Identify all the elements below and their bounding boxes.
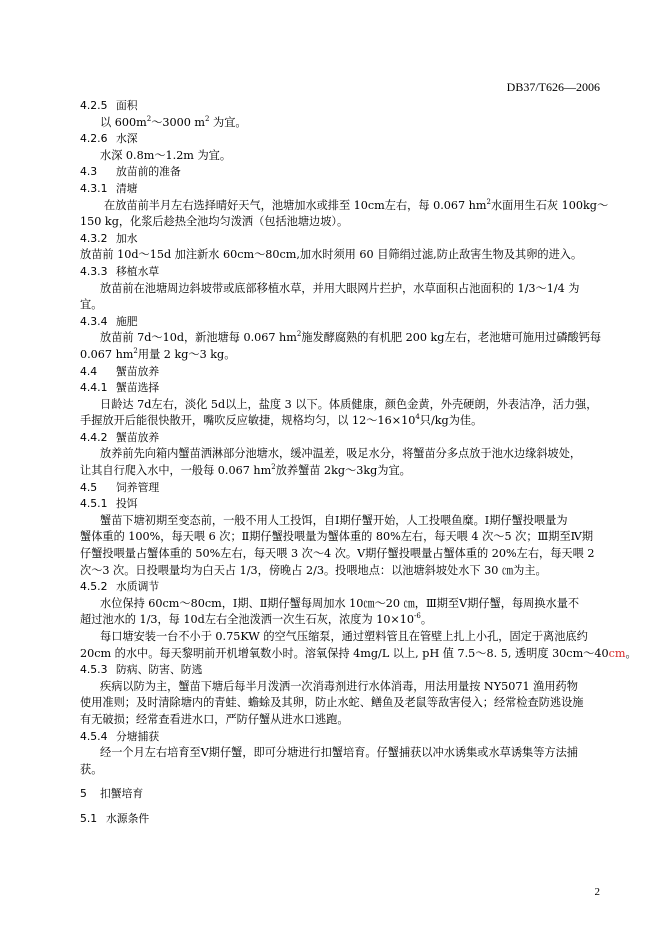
section-5-1-heading: 5.1 水源条件 — [80, 811, 150, 825]
section-4-5-1-heading: 4.5.1 投饵 — [80, 497, 138, 511]
section-4-2-6-text: 水深 0.8m～1.2m 为宜。 — [100, 148, 232, 162]
section-4-5-heading: 4.5 饲养管理 — [80, 480, 160, 494]
section-4-3-3-line-1: 放苗前在池塘周边斜坡带或底部移植水草，并用大眼网片拦护，水草面积占池面积的 1/3～1/4 为 — [100, 281, 580, 295]
section-4-5-2-heading: 4.5.2 水质调节 — [80, 580, 160, 594]
section-4-5-1-line-1: 蟹苗下塘初期至变态前，一般不用人工投饵，自Ⅰ期仔蟹开始，人工投喂鱼糜。Ⅰ期仔蟹投喂量为 — [100, 513, 568, 527]
section-4-5-4-line-2: 获。 — [80, 762, 103, 776]
section-4-5-3-line-1: 疾病以防为主，蟹苗下塘后每半月泼洒一次消毒剂进行水体消毒，用法用量按 NY5071 渔用药物 — [100, 679, 578, 693]
section-4-3-2-heading: 4.3.2 加水 — [80, 231, 138, 245]
section-4-3-4-heading: 4.3.4 施肥 — [80, 314, 138, 328]
section-4-3-2-text: 放苗前 10d～15d 加注新水 60cm～80cm,加水时须用 60 目筛绢过滤,防止敌害生物及其卵的进入。 — [80, 248, 583, 262]
section-4-3-1-heading: 4.3.1 清塘 — [80, 181, 138, 195]
section-4-4-1-line-1: 日龄达 7d左右，淡化 5d以上，盐度 3 以下。体质健康，颜色金黄，外壳硬朗，外表洁净，活力强， — [100, 397, 598, 411]
section-4-3-4-line-1: 放苗前 7d～10d，新池塘每 0.067 $hm^2$施发酵腐熟的有机肥 200 kg左右，老池塘可施用过磷酸钙每 — [100, 330, 602, 345]
section-4-5-3-line-2: 使用准则；及时清除塘内的青蛙、蟾蜍及其卵，防止水蛇、鳝鱼及老鼠等敌害侵入；经常检查防逃设施 — [80, 696, 584, 710]
page-number: 2 — [594, 886, 600, 898]
section-4-4-2-heading: 4.4.2 蟹苗放养 — [80, 430, 160, 444]
document-code: DB37/T626—2006 — [506, 80, 600, 94]
section-4-4-2-line-1: 放养前先向箱内蟹苗洒淋部分池塘水，缓冲温差，吸足水分，将蟹苗分多点放于池水边缘斜坡处， — [100, 447, 582, 461]
section-4-3-1-line-2: 150 kg，化浆后趁热全池均匀泼洒（包括池塘边坡）。 — [80, 215, 349, 229]
section-4-5-2-line-2: 超过池水的 1/3，每 10d左右全池泼洒一次生石灰，浓度为 $10\times 10^{-6}$。 — [80, 612, 433, 627]
section-5-heading: 5 扣蟹培育 — [80, 787, 144, 801]
section-4-3-3-heading: 4.3.3 移植水草 — [80, 264, 160, 278]
document-body — [80, 98, 637, 828]
section-4-5-3-heading: 4.5.3 防病、防害、防逃 — [80, 663, 203, 677]
section-4-4-1-heading: 4.4.1 蟹苗选择 — [80, 381, 160, 395]
section-4-5-4-heading: 4.5.4 分塘捕获 — [80, 729, 160, 743]
section-4-2-5-text: 以 $600m^2\sim 3000$ $m^2$ 为宜。 — [100, 114, 247, 129]
section-4-4-1-line-2: 手握放开后能很快散开，嘴吹反应敏捷，规格均匀，以 $12\sim 16\times 10^4$只/kg为佳。 — [80, 413, 483, 428]
section-4-5-4-line-1: 经一个月左右培育至Ⅴ期仔蟹，即可分塘进行扣蟹培育。仔蟹捕获以冲水诱集或水草诱集等方法捕 — [100, 746, 578, 760]
section-4-5-1-line-2: 蟹体重的 100%，每天喂 6 次；Ⅱ期仔蟹投喂量为蟹体重的 80%左右，每天喂 4 次～5 次；Ⅲ期至Ⅳ期 — [80, 530, 594, 544]
section-4-5-2-line-1: 水位保持 60cm～80cm，Ⅰ期、Ⅱ期仔蟹每周加水 10㎝～20 ㎝，Ⅲ期至Ⅴ期仔蟹，每周换水量不 — [100, 596, 580, 610]
section-4-5-3-line-3: 有无破损；经常查看进水口，严防仔蟹从进水口逃跑。 — [80, 712, 349, 726]
section-4-3-1-line-1: 在放苗前半月左右选择晴好天气，池塘加水或排至 10cm左右，每 0.067 $hm^2$水面用生石灰 100kg～ — [104, 197, 609, 212]
section-4-4-2-line-2: 让其自行爬入水中，一般每 0.067 $hm^2$放养蟹苗 2kg～3kg为宜。 — [80, 463, 411, 478]
section-4-5-1-line-3: 仔蟹投喂量占蟹体重的 50%左右，每天喂 3 次～4 次。Ⅴ期仔蟹投喂量占蟹体重的 20%左右，每天喂 2 — [80, 547, 595, 561]
section-4-5-1-line-4: 次～3 次。日投喂量均为白天占 1/3，傍晚占 2/3。投喂地点：以池塘斜坡处水下 30 ㎝为主。 — [80, 563, 547, 577]
section-4-3-heading: 4.3 放苗前的准备 — [80, 165, 181, 179]
section-4-5-2-line-3: 每口塘安装一台不小于 0.75KW 的空气压缩泵，通过塑料管且在管壁上扎上小孔，固定于离池底约 — [100, 630, 588, 643]
section-4-4-heading: 4.4 蟹苗放养 — [80, 364, 160, 378]
section-4-3-3-line-2: 宜。 — [80, 298, 103, 312]
section-4-2-6-heading: 4.2.6 水深 — [80, 132, 138, 146]
section-4-3-4-line-2: 0.067 $hm^2$用量 2 kg～3 kg。 — [80, 346, 236, 361]
section-4-2-5-heading: 4.2.5 面积 — [80, 99, 138, 112]
section-4-5-2-line-4: 20cm 的水中。每天黎明前开机增氧数小时。溶氧保持 4mg/L 以上, pH 值 7.5～8. 5, 透明度 30cm～40cm。 — [80, 646, 637, 660]
